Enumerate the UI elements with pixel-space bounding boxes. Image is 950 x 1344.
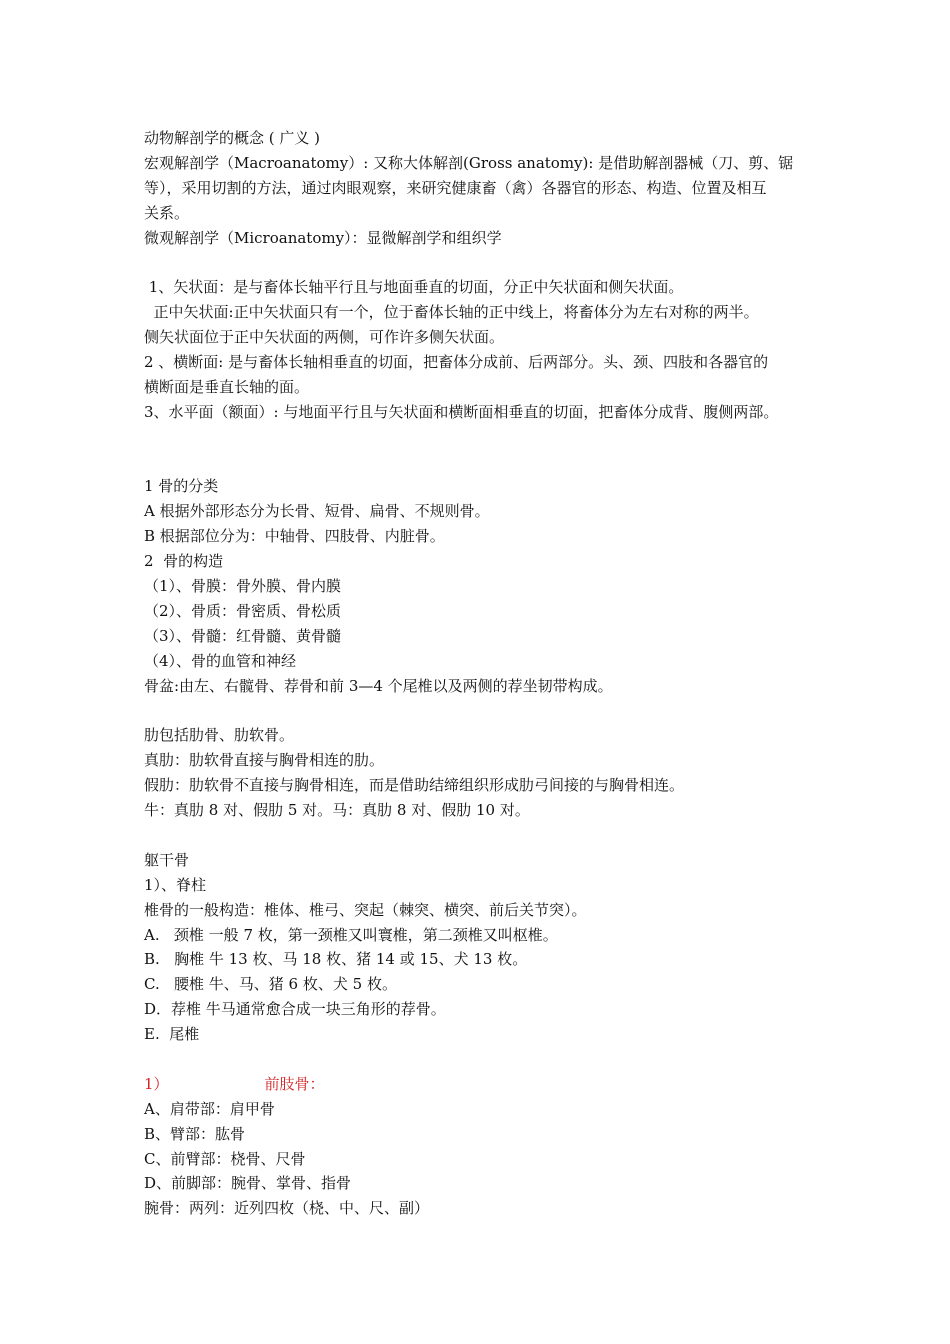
bone-classification-title: 1 骨的分类 — [144, 477, 219, 496]
bone-structure-3: （3）、骨髓：红骨髓、黄骨髓 — [144, 626, 342, 645]
forelimb-heading-number: 1） — [144, 1074, 169, 1093]
micro-definition: 微观解剖学（Microanatomy）：显微解剖学和组织学 — [144, 228, 502, 247]
bone-structure-title: 2 骨的构造 — [144, 552, 224, 571]
blank-line — [144, 425, 844, 450]
forelimb-heading — [144, 1072, 844, 1097]
pelvis-definition: 骨盆:由左、右髋骨、荐骨和前 3—4 个尾椎以及两侧的荐坐韧带构成。 — [144, 676, 613, 695]
horizontal-plane: 3、水平面（额面）: 与地面平行且与矢状面和横断面相垂直的切面，把畜体分成背、腹侧两部。 — [144, 402, 779, 421]
lateral-sagittal-plane: 侧矢状面位于正中矢状面的两侧，可作许多侧矢状面。 — [144, 328, 505, 347]
transverse-plane-line-2: 横断面是垂直长轴的面。 — [144, 377, 310, 396]
forelimb-heading-title: 前肢骨： — [264, 1074, 325, 1093]
forelimb-forearm: C、前臂部：桡骨、尺骨 — [144, 1149, 306, 1168]
bone-classification-b: B 根据部位分为：中轴骨、四肢骨、内脏骨。 — [144, 527, 445, 546]
blank-line — [144, 450, 844, 475]
macro-definition-line-2: 等），采用切割的方法，通过肉眼观察，来研究健康畜（禽）各器官的形态、构造、位置及相互 — [144, 178, 767, 197]
macro-definition-line-3: 关系。 — [144, 203, 190, 222]
transverse-plane-line-1: 2 、横断面: 是与畜体长轴相垂直的切面，把畜体分成前、后两部分。头、颈、四肢和各器官的 — [144, 353, 769, 372]
cervical-vertebrae: A. 颈椎 一般 7 枚，第一颈椎又叫寰椎，第二颈椎又叫枢椎。 — [144, 925, 558, 944]
document-body — [144, 126, 844, 1221]
forelimb-arm: B、臂部：肱骨 — [144, 1124, 246, 1143]
ribs-line-2: 真肋：肋软骨直接与胸骨相连的肋。 — [144, 751, 385, 770]
sacral-vertebrae: D．荐椎 牛马通常愈合成一块三角形的荐骨。 — [144, 1000, 446, 1019]
ribs-line-4: 牛：真肋 8 对、假肋 5 对。马：真肋 8 对、假肋 10 对。 — [144, 801, 530, 820]
blank-line — [144, 823, 844, 848]
blank-line — [144, 1047, 844, 1072]
blank-line — [144, 698, 844, 723]
blank-line — [144, 250, 844, 275]
ribs-line-1: 肋包括肋骨、肋软骨。 — [144, 726, 295, 745]
spine-title: 1）、脊柱 — [144, 875, 207, 894]
trunk-title: 躯干骨 — [144, 850, 190, 869]
vertebra-structure: 椎骨的一般构造：椎体、椎弓、突起（棘突、横突、前后关节突）。 — [144, 900, 587, 919]
ribs-line-3: 假肋：肋软骨不直接与胸骨相连，而是借助结缔组织形成肋弓间接的与胸骨相连。 — [144, 776, 685, 795]
caudal-vertebrae: E. 尾椎 — [144, 1025, 200, 1044]
lumbar-vertebrae: C. 腰椎 牛、马、猪 6 枚、犬 5 枚。 — [144, 975, 397, 994]
forelimb-shoulder: A、肩带部：肩甲骨 — [144, 1099, 275, 1118]
sagittal-plane: 1、矢状面：是与畜体长轴平行且与地面垂直的切面，分正中矢状面和侧矢状面。 — [144, 278, 684, 297]
bone-structure-1: （1）、骨膜：骨外膜、骨内膜 — [144, 577, 342, 596]
bone-structure-4: （4）、骨的血管和神经 — [144, 651, 297, 670]
bone-classification-a: A 根据外部形态分为长骨、短骨、扁骨、不规则骨。 — [144, 502, 490, 521]
bone-structure-2: （2）、骨质：骨密质、骨松质 — [144, 601, 342, 620]
median-sagittal-plane: 正中矢状面:正中矢状面只有一个，位于畜体长轴的正中线上，将畜体分为左右对称的两半。 — [144, 303, 759, 322]
macro-definition-line-1: 宏观解剖学（Macroanatomy）: 又称大体解剖(Gross anatomy): 是借助解剖器械（刀、剪、锯 — [144, 153, 794, 172]
forelimb-forefoot: D、前脚部：腕骨、掌骨、指骨 — [144, 1174, 352, 1193]
thoracic-vertebrae: B. 胸椎 牛 13 枚、马 18 枚、猪 14 或 15、犬 13 枚。 — [144, 950, 528, 969]
concept-title: 动物解剖学的概念 ( 广义 ) — [144, 129, 321, 147]
carpal-bones: 腕骨：两列：近列四枚（桡、中、尺、副） — [144, 1199, 430, 1218]
